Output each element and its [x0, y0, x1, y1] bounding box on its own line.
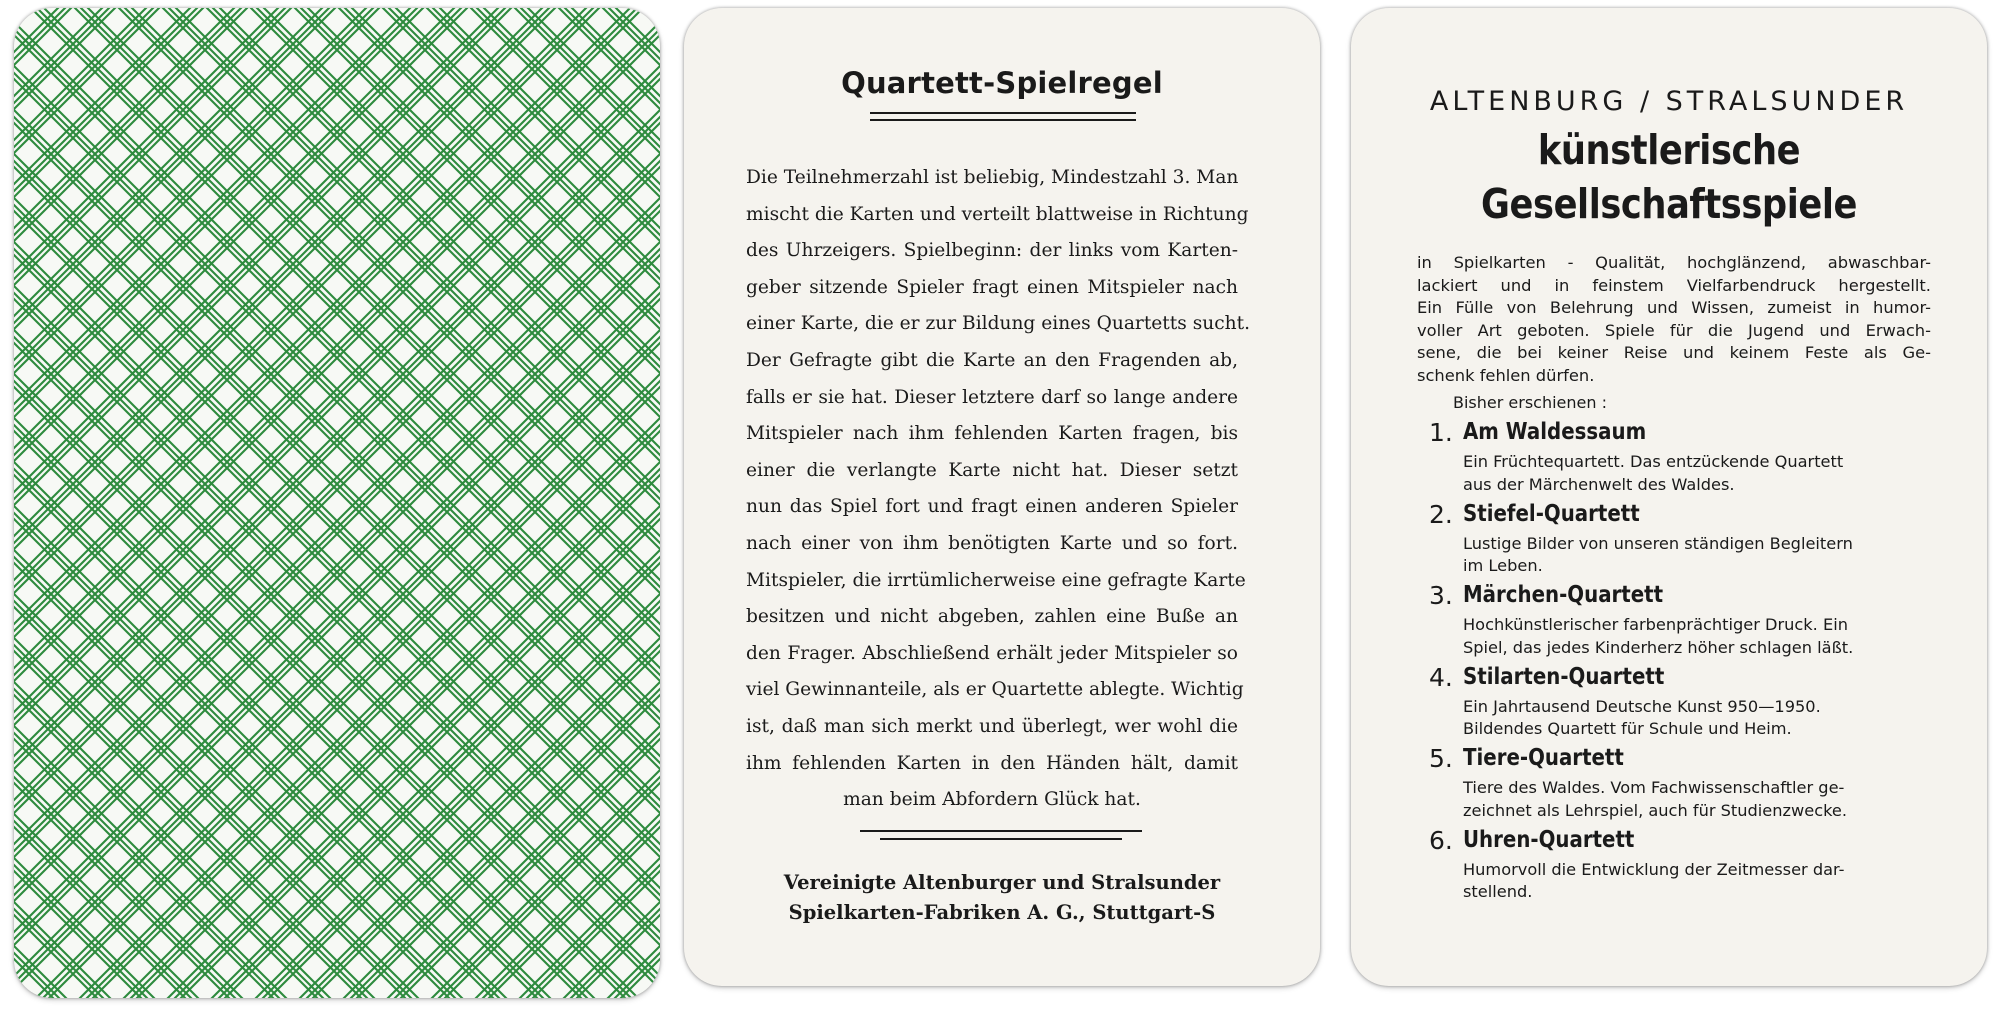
item-description	[1463, 451, 1938, 496]
item-desc-line: zeichnet als Lehrspiel, auch für Studienzwecke.	[1463, 800, 1847, 820]
list-item	[1429, 663, 1929, 745]
item-description	[1463, 859, 1938, 904]
intro-line: sene, die bei keiner Reise und keinem Feste als Ge-	[1417, 343, 1931, 363]
rules-line: einer Karte, die er zur Bildung eines Quartetts sucht.	[746, 313, 1250, 335]
item-number: 3.	[1429, 581, 1453, 610]
item-number: 5.	[1429, 744, 1453, 773]
item-description	[1463, 614, 1938, 659]
item-title: Märchen-Quartett	[1463, 582, 1664, 608]
rules-line: besitzen und nicht abgeben, zahlen eine Buße an	[746, 606, 1238, 628]
intro-text	[1417, 252, 1931, 388]
item-number: 6.	[1429, 825, 1453, 855]
intro-line: in Spielkarten - Qualität, hochglänzend, abwaschbar-	[1417, 253, 1931, 272]
list-item	[1429, 744, 1929, 826]
item-title: Uhren-Quartett	[1463, 826, 1635, 853]
headline-line: Gesellschaftsspiele	[1481, 180, 1857, 228]
rules-line: falls er sie hat. Dieser letztere darf so lange andere	[746, 386, 1238, 408]
item-number: 4.	[1429, 662, 1453, 692]
intro-line: schenk fehlen dürfen.	[1417, 365, 1595, 385]
headline-line: künstlerische	[1537, 126, 1801, 174]
publisher-imprint	[684, 868, 1320, 928]
crosshatch-lines	[14, 8, 660, 998]
item-title: Stilarten-Quartett	[1463, 663, 1665, 690]
title-rule-top	[870, 112, 1136, 114]
rules-line: mischt die Karten und verteilt blattweise in Richtung	[746, 203, 1249, 225]
item-desc-line: Ein Früchtequartett. Das entzückende Quartett	[1463, 452, 1844, 471]
list-item	[1429, 826, 1929, 908]
rules-line: nun das Spiel fort und fragt einen anderen Spieler	[746, 496, 1238, 518]
rules-line: des Uhrzeigers. Spielbeginn: der links vom Karten-	[746, 240, 1238, 262]
rules-line: Der Gefragte gibt die Karte an den Fragenden ab,	[746, 349, 1238, 371]
rules-line: Mitspieler nach ihm fehlenden Karten fragen, bis	[746, 423, 1238, 445]
rules-line: man beim Abfordern Glück hat.	[843, 789, 1141, 811]
item-description	[1463, 533, 1938, 578]
rules-line: geber sitzende Spieler fragt einen Mitspieler nach	[746, 276, 1238, 298]
rules-text	[746, 160, 1250, 819]
list-item	[1429, 500, 1929, 582]
publisher-line: Vereinigte Altenburger und Stralsunder	[783, 871, 1221, 894]
item-title: Tiere-Quartett	[1463, 745, 1624, 771]
item-desc-line: Hochkünstlerischer farbenprächtiger Druck. Ein	[1463, 615, 1848, 634]
item-desc-line: im Leben.	[1463, 556, 1543, 575]
rules-line: einer die verlangte Karte nicht hat. Dieser setzt	[746, 459, 1238, 481]
rules-line: ihm fehlenden Karten in den Händen hält, damit	[746, 752, 1238, 774]
item-desc-line: Humorvoll die Entwicklung der Zeitmesser dar-	[1463, 859, 1845, 879]
game-list	[1429, 418, 1929, 907]
rules-line: Mitspieler, die irrtümlicherweise eine gefragte Karte	[746, 569, 1246, 591]
item-description	[1463, 777, 1938, 822]
rules-title: Quartett-Spielregel	[841, 66, 1163, 100]
item-number: 1.	[1429, 418, 1453, 447]
item-desc-line: Bildendes Quartett für Schule und Heim.	[1463, 719, 1792, 738]
item-desc-line: aus der Märchenwelt des Waldes.	[1463, 474, 1735, 494]
item-desc-line: Ein Jahrtausend Deutsche Kunst 950—1950.	[1463, 696, 1821, 716]
card-advertisement	[1351, 8, 1987, 986]
published-label: Bisher erschienen :	[1453, 393, 1607, 412]
item-description	[1463, 696, 1938, 741]
intro-line: Ein Fülle von Belehrung und Wissen, zumeist in humor-	[1417, 298, 1931, 318]
item-title: Am Waldessaum	[1463, 419, 1647, 445]
list-item	[1429, 418, 1929, 500]
card-rules	[684, 8, 1320, 986]
rules-line: viel Gewinnanteile, als er Quartette ablegte. Wichtig	[746, 679, 1244, 701]
card-back	[14, 8, 660, 998]
intro-line: lackiert und in feinstem Vielfarbendruck hergestellt.	[1417, 275, 1931, 295]
item-title: Stiefel-Quartett	[1463, 500, 1640, 527]
rules-line: den Frager. Abschließend erhält jeder Mitspieler so	[746, 642, 1238, 664]
item-number: 2.	[1429, 499, 1453, 529]
rules-line: Die Teilnehmerzahl ist beliebig, Mindestzahl 3. Man	[746, 167, 1239, 188]
title-rule-bottom	[870, 119, 1136, 121]
footer-rule-top	[860, 830, 1142, 832]
item-desc-line: Spiel, das jedes Kinderherz höher schlagen läßt.	[1463, 637, 1854, 657]
item-desc-line: Tiere des Waldes. Vom Fachwissenschaftler ge-	[1463, 778, 1845, 797]
publisher-line: Spielkarten-Fabriken A. G., Stuttgart-S	[788, 901, 1216, 924]
brand-name: ALTENBURG / STRALSUNDER	[1429, 86, 1909, 117]
list-item	[1429, 581, 1929, 663]
rules-line: ist, daß man sich merkt und überlegt, wer wohl die	[746, 715, 1238, 737]
item-desc-line: Lustige Bilder von unseren ständigen Begleitern	[1463, 533, 1853, 553]
item-desc-line: stellend.	[1463, 882, 1533, 901]
crosshatch-pattern	[14, 8, 660, 998]
footer-rule-bottom	[880, 838, 1122, 840]
intro-line: voller Art geboten. Spiele für die Jugend und Erwach-	[1417, 320, 1931, 340]
rules-line: nach einer von ihm benötigten Karte und so fort.	[746, 532, 1238, 554]
